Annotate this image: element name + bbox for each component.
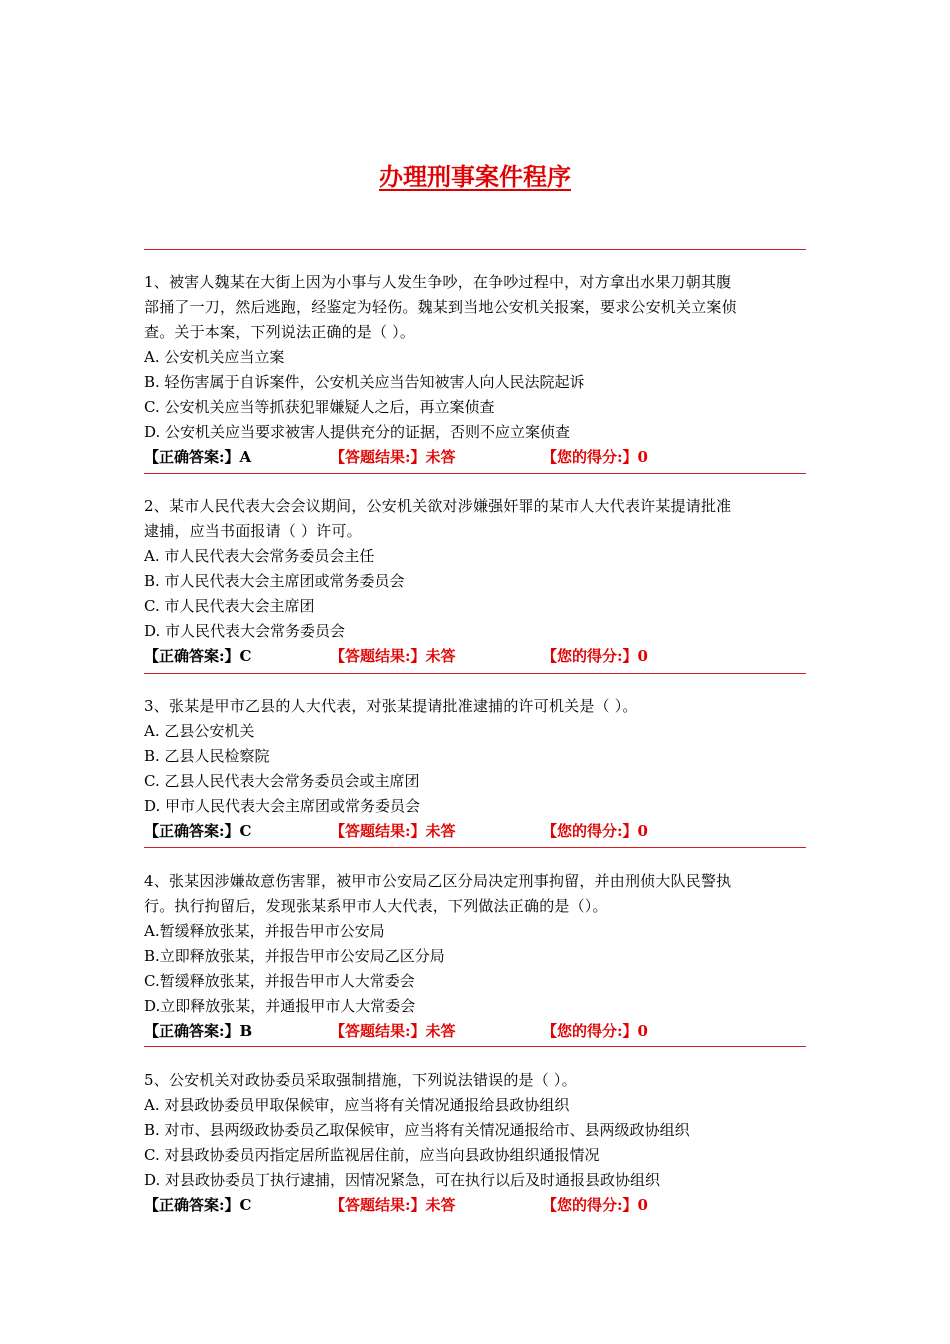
question-stem: 4、张某因涉嫌故意伤害罪，被甲市公安局乙区分局决定刑事拘留，并由刑侦大队民警执 行。执行拘留后，发现张某系甲市人大代表，下列做法正确的是（）。: [144, 872, 732, 915]
answer-result: 【答题结果:】未答: [330, 647, 456, 665]
divider: [144, 1046, 806, 1047]
option-d: D. 公安机关应当要求被害人提供充分的证据，否则不应立案侦查: [144, 423, 571, 441]
divider: [144, 673, 806, 674]
question-5: [144, 1068, 808, 1218]
correct-answer: 【正确答案:】A: [144, 448, 252, 466]
option-a: A.暂缓释放张某，并报告甲市公安局: [144, 922, 385, 940]
answer-result: 【答题结果:】未答: [330, 1022, 456, 1040]
question-stem: 2、某市人民代表大会会议期间，公安机关欲对涉嫌强奸罪的某市人大代表许某提请批准 逮捕，应当书面报请（ ）许可。: [144, 497, 732, 540]
option-b: B. 乙县人民检察院: [144, 747, 270, 765]
result-row: [144, 1019, 808, 1044]
option-c: C. 公安机关应当等抓获犯罪嫌疑人之后，再立案侦查: [144, 398, 495, 416]
correct-answer: 【正确答案:】B: [144, 1022, 253, 1040]
divider: [144, 847, 806, 848]
option-a: A. 对县政协委员甲取保候审，应当将有关情况通报给县政协组织: [144, 1096, 570, 1114]
correct-answer: 【正确答案:】C: [144, 1196, 252, 1214]
option-b: B. 对市、县两级政协委员乙取保候审，应当将有关情况通报给市、县两级政协组织: [144, 1121, 690, 1139]
option-c: C.暂缓释放张某，并报告甲市人大常委会: [144, 972, 415, 990]
option-a: A. 市人民代表大会常务委员会主任: [144, 547, 375, 565]
option-c: C. 对县政协委员丙指定居所监视居住前，应当向县政协组织通报情况: [144, 1146, 600, 1164]
option-a: A. 乙县公安机关: [144, 722, 255, 740]
correct-answer: 【正确答案:】C: [144, 647, 252, 665]
correct-answer: 【正确答案:】C: [144, 822, 252, 840]
your-score: 【您的得分:】0: [542, 1022, 648, 1040]
page-title: 办理刑事案件程序: [379, 162, 571, 191]
question-2: [144, 494, 808, 669]
question-3: [144, 694, 808, 844]
your-score: 【您的得分:】0: [542, 647, 648, 665]
your-score: 【您的得分:】0: [542, 448, 648, 466]
divider: [144, 473, 806, 474]
question-stem: 3、张某是甲市乙县的人大代表，对张某提请批准逮捕的许可机关是（ ）。: [144, 697, 638, 715]
option-b: B.立即释放张某，并报告甲市公安局乙区分局: [144, 947, 445, 965]
answer-result: 【答题结果:】未答: [330, 448, 456, 466]
question-1: [144, 270, 808, 470]
option-d: D. 对县政协委员丁执行逮捕，因情况紧急，可在执行以后及时通报县政协组织: [144, 1171, 661, 1189]
answer-result: 【答题结果:】未答: [330, 1196, 456, 1214]
option-a: A. 公安机关应当立案: [144, 348, 285, 366]
divider: [144, 249, 806, 250]
result-row: [144, 644, 808, 669]
option-b: B. 市人民代表大会主席团或常务委员会: [144, 572, 405, 590]
option-d: D. 市人民代表大会常务委员会: [144, 622, 346, 640]
your-score: 【您的得分:】0: [542, 822, 648, 840]
option-c: C. 市人民代表大会主席团: [144, 597, 315, 615]
answer-result: 【答题结果:】未答: [330, 822, 456, 840]
your-score: 【您的得分:】0: [542, 1196, 648, 1214]
option-d: D.立即释放张某，并通报甲市人大常委会: [144, 997, 416, 1015]
question-stem: 5、公安机关对政协委员采取强制措施，下列说法错误的是（ ）。: [144, 1071, 577, 1089]
option-d: D. 甲市人民代表大会主席团或常务委员会: [144, 797, 421, 815]
question-4: [144, 869, 808, 1044]
question-stem: 1、被害人魏某在大街上因为小事与人发生争吵，在争吵过程中，对方拿出水果刀朝其腹 部捅了一刀，然后逃跑，经鉴定为轻伤。魏某到当地公安机关报案，要求公安机关立案侦 查。关于本案，下列说法正确的是（ ）。: [144, 273, 737, 341]
result-row: [144, 819, 808, 844]
option-b: B. 轻伤害属于自诉案件，公安机关应当告知被害人向人民法院起诉: [144, 373, 585, 391]
option-c: C. 乙县人民代表大会常务委员会或主席团: [144, 772, 420, 790]
result-row: [144, 1193, 808, 1218]
result-row: [144, 445, 808, 470]
